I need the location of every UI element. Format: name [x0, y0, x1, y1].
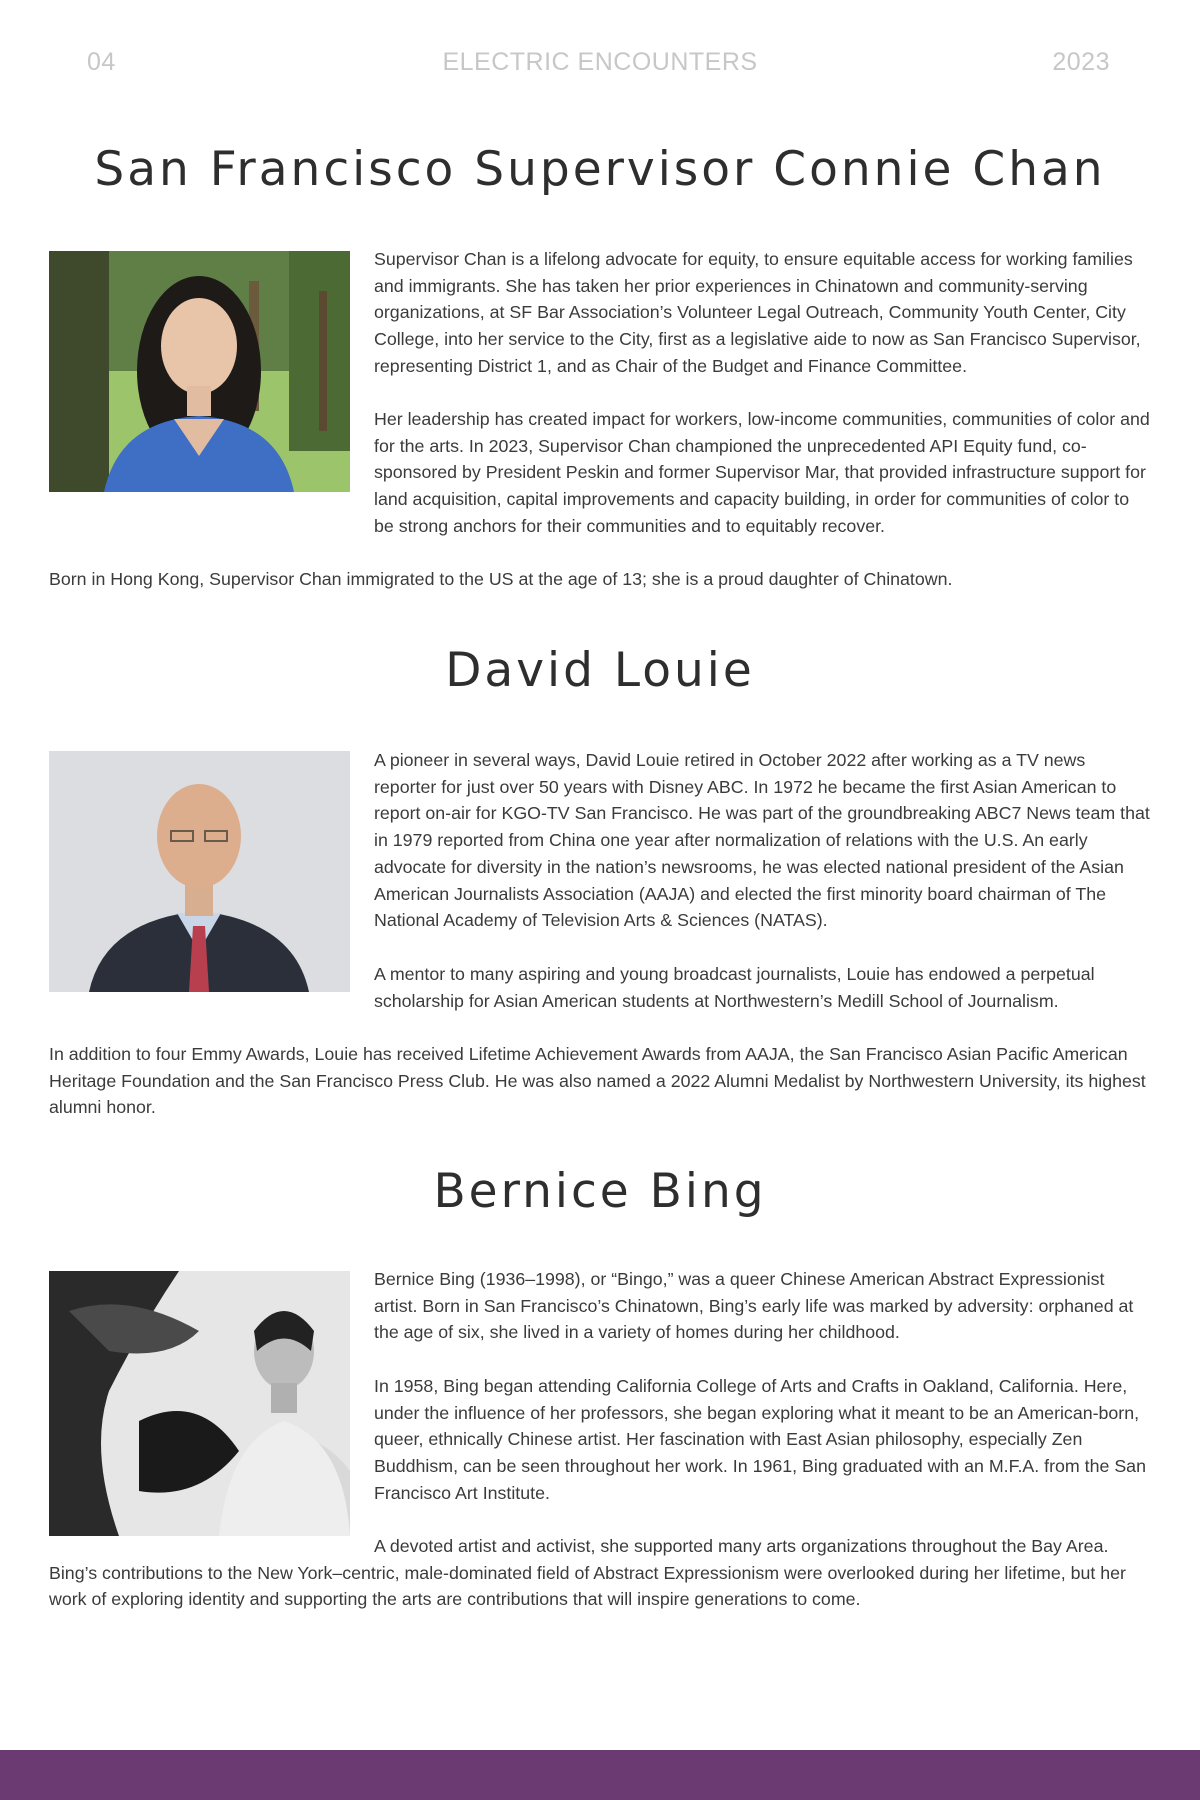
page-header	[0, 44, 1200, 84]
profile-name-david-louie: David Louie	[445, 643, 755, 698]
profile-name-connie-chan: San Francisco Supervisor Connie Chan	[94, 142, 1106, 197]
david-louie-paragraph-3: In addition to four Emmy Awards, Louie has received Lifetime Achievement Awards from AAJA, the San Francisco Asian Pacific American Heritage Foundation and the San Francisco Press Club. He was also named a 2022 Alumni Medalist by Northwestern University, its highest alumni honor.	[49, 1044, 1146, 1118]
photo-bernice-bing	[49, 1271, 350, 1536]
issue-year: 2023	[1052, 48, 1110, 76]
page-number: 04	[87, 48, 116, 76]
david-louie-paragraph-1: A pioneer in several ways, David Louie retired in October 2022 after working as a TV news reporter for just over 50 years with Disney ABC. In 1972 he became the first Asian American to report on-air for KGO-TV San Francisco. He was part of the groundbreaking ABC7 News team that in 1979 reported from China one year after normalization of relations with the U.S. An early advocate for diversity in the nation’s newsrooms, he was elected national president of the Asian American Journalists Association (AAJA) and elected the first minority board chairman of The National Academy of Television Arts & Sciences (NATAS).	[374, 750, 1150, 931]
portrait-artist-with-painting-image	[49, 1271, 350, 1536]
magazine-title: ELECTRIC ENCOUNTERS	[442, 48, 758, 76]
portrait-man-suit-image	[49, 751, 350, 992]
photo-connie-chan	[49, 251, 350, 492]
bernice-bing-paragraph-2: In 1958, Bing began attending California College of Arts and Crafts in Oakland, California. Here, under the influence of her professors, she began exploring what it meant to be an American-born, queer, ethnically Chinese artist. Her fascination with East Asian philosophy, especially Zen Buddhism, can be seen throughout her work. In 1961, Bing graduated with an M.F.A. from the San Francisco Art Institute.	[374, 1376, 1146, 1503]
photo-david-louie	[49, 751, 350, 992]
david-louie-paragraph-2: A mentor to many aspiring and young broadcast journalists, Louie has endowed a perpetual scholarship for Asian American students at Northwestern’s Medill School of Journalism.	[374, 964, 1095, 1011]
bernice-bing-paragraph-3: A devoted artist and activist, she supported many arts organizations throughout the Bay Area. Bing’s contributions to the New York–centric, male-dominated field of Abstract Expressionism were overlooked during her lifetime, but her work of exploring identity and supporting the arts are contributions that will inspire generations to come.	[49, 1536, 1126, 1610]
connie-chan-paragraph-1: Supervisor Chan is a lifelong advocate for equity, to ensure equitable access for working families and immigrants. She has taken her prior experiences in Chinatown and community-serving organizations, at SF Bar Association’s Volunteer Legal Outreach, Community Youth Center, City College, into her service to the City, first as a legislative aide to now as San Francisco Supervisor, representing District 1, and as Chair of the Budget and Finance Committee.	[374, 249, 1141, 376]
bernice-bing-paragraph-1: Bernice Bing (1936–1998), or “Bingo,” was a queer Chinese American Abstract Expressionist artist. Born in San Francisco’s Chinatown, Bing’s early life was marked by adversity: orphaned at the age of six, she lived in a variety of homes during her childhood.	[374, 1269, 1134, 1343]
profile-name-bernice-bing: Bernice Bing	[433, 1164, 767, 1219]
portrait-woman-outdoor-image	[49, 251, 350, 492]
footer-color-bar	[0, 1750, 1200, 1800]
connie-chan-paragraph-3: Born in Hong Kong, Supervisor Chan immigrated to the US at the age of 13; she is a proud daughter of Chinatown.	[49, 569, 953, 589]
connie-chan-paragraph-2: Her leadership has created impact for workers, low-income communities, communities of color and for the arts. In 2023, Supervisor Chan championed the unprecedented API Equity fund, co-sponsored by President Peskin and former Supervisor Mar, that provided infrastructure support for land acquisition, capital improvements and capacity building, in order for communities of color to be strong anchors for their communities and to equitably recover.	[374, 409, 1150, 536]
